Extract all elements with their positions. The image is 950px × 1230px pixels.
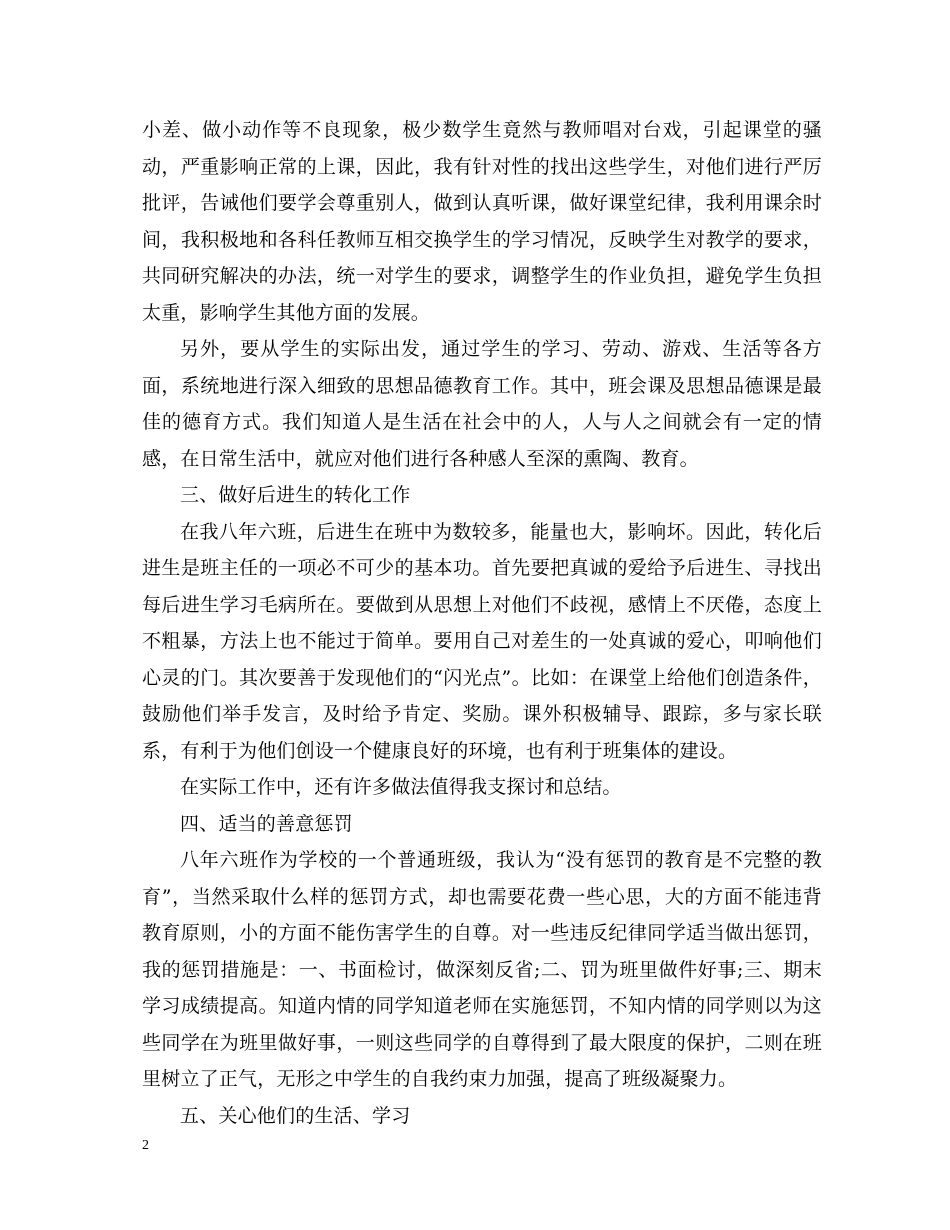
paragraph-moral-education: 另外，要从学生的实际出发，通过学生的学习、劳动、游戏、生活等各方面，系统地进行深入细致的思想品德教育工作。其中，班会课及思想品德课是最佳的德育方式。我们知道人是生活在社会中的人，人与人之间就会有一定的情感，在日常生活中，就应对他们进行各种感人至深的熏陶、教育。: [142, 338, 822, 470]
paragraph-punishment: 八年六班作为学校的一个普通班级，我认为“没有惩罚的教育是不完整的教育”，当然采取什么样的惩罚方式，却也需要花费一些心思，大的方面不能违背教育原则，小的方面不能伤害学生的自尊。对一些违反纪律同学适当做出惩罚，我的惩罚措施是：一、书面检讨，做深刻反省;二、罚为班里做件好事;三、期末学习成绩提高。知道内情的同学知道老师在实施惩罚，不知内情的同学则以为这些同学在为班里做好事，一则这些同学的自尊得到了最大限度的保护，二则在班里树立了正气，无形之中学生的自我约束力加强，提高了班级凝聚力。: [142, 849, 822, 1090]
paragraph-underachievers: 在我八年六班，后进生在班中为数较多，能量也大，影响坏。因此，转化后进生是班主任的一项必不可少的基本功。首先要把真诚的爱给予后进生、寻找出每后进生学习毛病所在。要做到从思想上对他们不歧视，感情上不厌倦，态度上不粗暴，方法上也不能过于简单。要用自己对差生的一处真诚的爱心，叩响他们心灵的门。其次要善于发现他们的“闪光点”。比如：在课堂上给他们创造条件，鼓励他们举手发言，及时给予肯定、奖励。课外积极辅导、跟踪，多与家长联系，有利于为他们创设一个健康良好的环境，也有利于班集体的建设。: [142, 520, 822, 762]
section-heading-3: 三、做好后进生的转化工作: [180, 484, 411, 506]
paragraph-continuation: 小差、做小动作等不良现象，极少数学生竟然与教师唱对台戏，引起课堂的骚动，严重影响正常的上课，因此，我有针对性的找出这些学生，对他们进行严厉批评，告诫他们要学会尊重别人，做到认真听课，做好课堂纪律，我利用课余时间，我积极地和各科任教师互相交换学生的学习情况，反映学生对教学的要求，共同研究解决的办法，统一对学生的要求，调整学生的作业负担，避免学生负担太重，影响学生其他方面的发展。: [142, 119, 822, 324]
paragraph-practice: 在实际工作中，还有许多做法值得我支探讨和总结。: [180, 776, 622, 798]
section-heading-4: 四、适当的善意惩罚: [180, 812, 353, 835]
page-body: [142, 112, 822, 1134]
page-number: 2: [142, 1138, 149, 1153]
section-heading-5: 五、关心他们的生活、学习: [180, 1104, 411, 1127]
